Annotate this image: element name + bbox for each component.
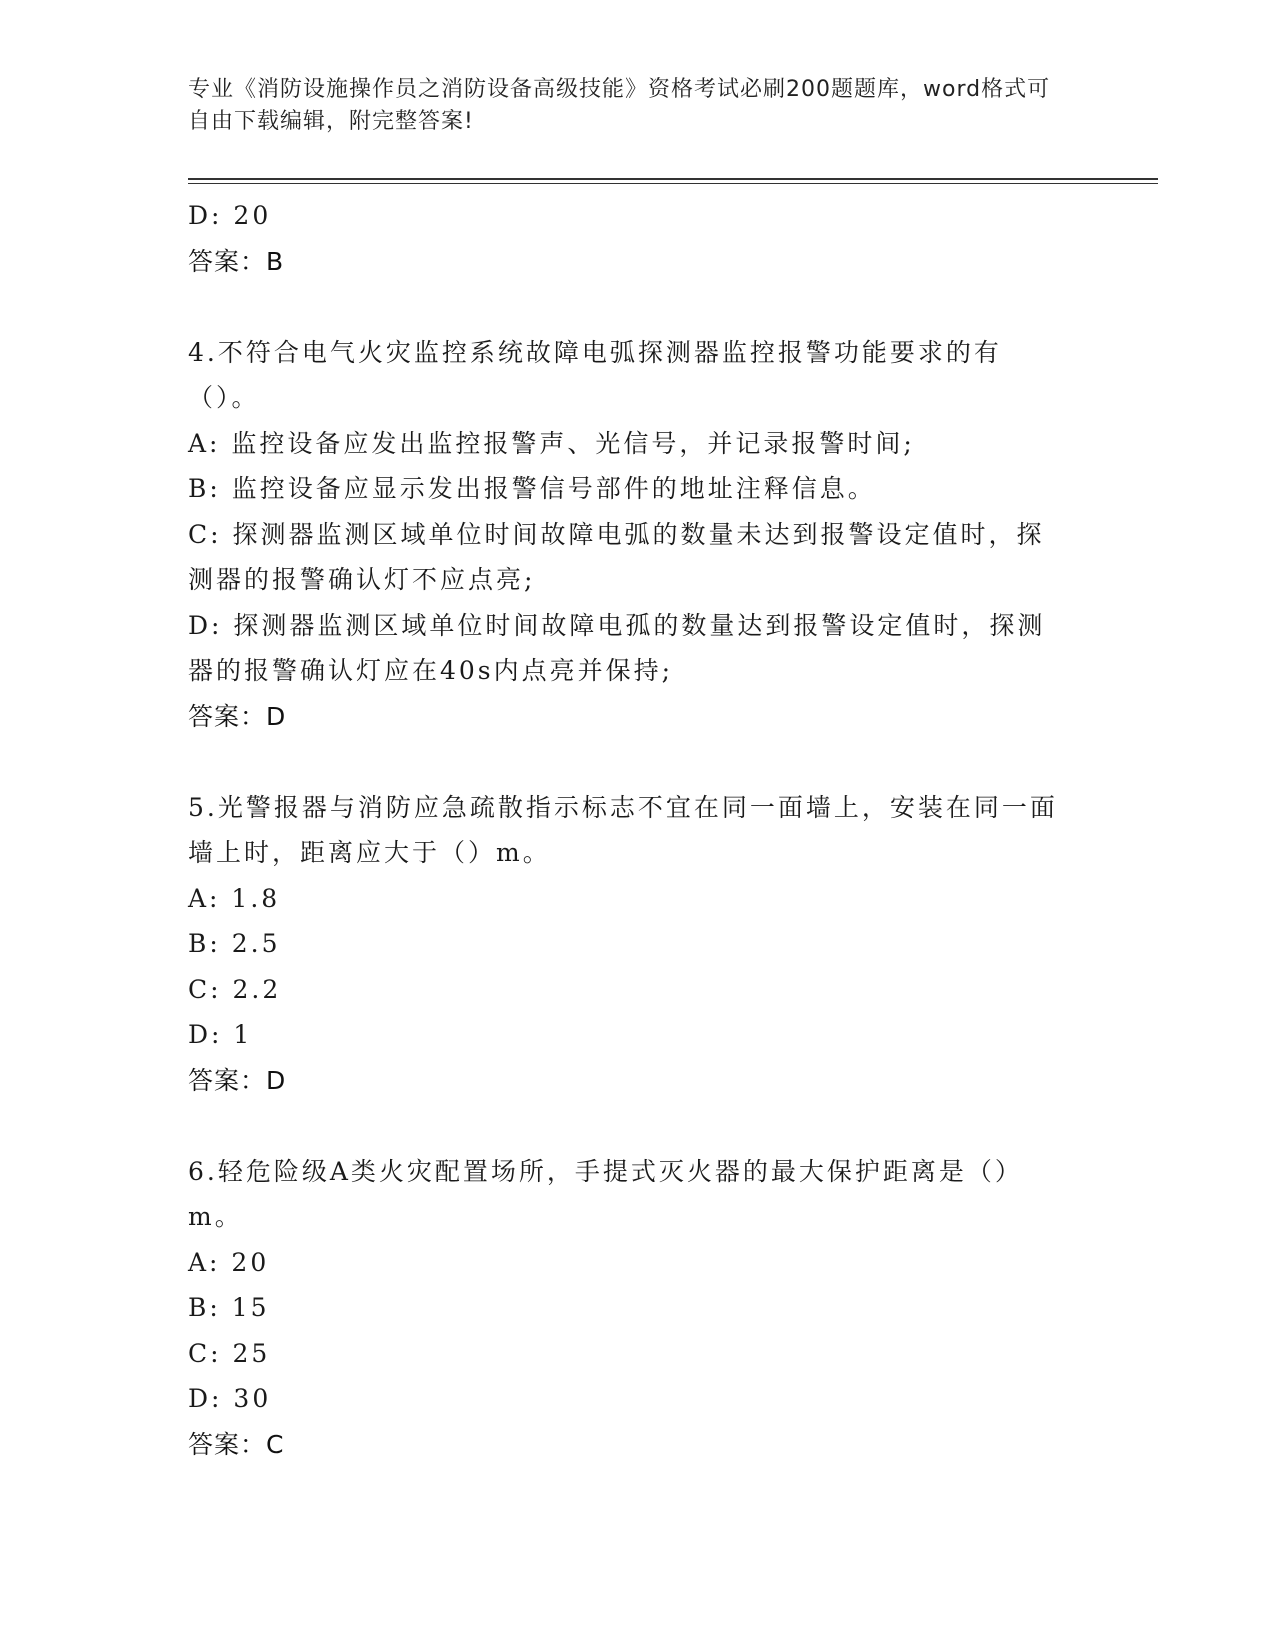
option-a: A: 1.8 [188,883,281,913]
question-stem: 6.轻危险级A类火灾配置场所，手提式灭火器的最大保护距离是（）m。 [188,1156,1023,1231]
option-b: B: 2.5 [188,929,281,958]
answer-line: 答案：D [188,701,287,731]
option-a: A: 20 [188,1247,270,1277]
spacer [188,1103,1088,1149]
page-header: 专业《消防设施操作员之消防设备高级技能》资格考试必刷200题题库，word格式可自由下载编辑，附完整答案! [188,77,1051,134]
question-content [188,193,1088,1467]
question-stem: 4.不符合电气火灾监控系统故障电弧探测器监控报警功能要求的有（）。 [188,337,1002,412]
option-b: B: 监控设备应显示发出报警信号部件的地址注释信息。 [188,474,876,503]
question-5 [188,785,1088,1104]
option-b: B: 15 [188,1293,270,1322]
continued-question [188,193,1088,284]
option-c: C: 探测器监测区域单位时间故障电弧的数量未达到报警设定值时，探测器的报警确认灯不应点亮; [188,519,1045,594]
option-d: D: 探测器监测区域单位时间故障电孤的数量达到报警设定值时，探测器的报警确认灯应在40s内点亮并保持; [188,610,1046,685]
question-stem: 5.光警报器与消防应急疏散指示标志不宜在同一面墙上，安装在同一面墙上时，距离应大于（）m。 [188,792,1058,867]
option-d: D: 30 [188,1384,272,1413]
option-c: C: 25 [188,1338,271,1368]
option-a: A: 监控设备应发出监控报警声、光信号，并记录报警时间; [188,428,915,458]
option-c: C: 2.2 [188,974,282,1004]
answer-line: 答案：C [188,1429,285,1459]
question-4 [188,330,1088,740]
spacer [188,739,1088,785]
answer-line: 答案：B [188,246,285,276]
question-6 [188,1149,1088,1468]
option-d: D: 20 [188,201,272,230]
option-d: D: 1 [188,1020,253,1049]
header-divider [188,178,1158,184]
answer-line: 答案：D [188,1065,287,1095]
spacer [188,284,1088,330]
